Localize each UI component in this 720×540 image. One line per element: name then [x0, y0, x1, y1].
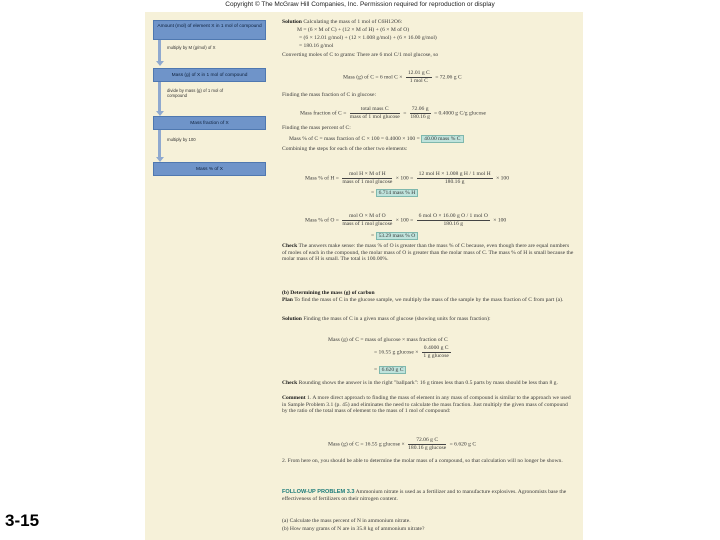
- part-b-title: (b) Determining the mass (g) of carbon: [282, 290, 375, 296]
- follow-up-title: FOLLOW-UP PROBLEM 3.3: [282, 489, 355, 495]
- result-mass-percent-o: 53.29 mass % O: [376, 232, 419, 240]
- fraction-mol-h: $\frac{\text{mol H × M of H}}{\text{mass of 1 mol glucose}}$: [342, 171, 393, 185]
- flow-step-2: divide by mass (g) of 1 mol of compound: [167, 88, 224, 99]
- flow-step-3: multiply by 100: [167, 137, 196, 142]
- check-paragraph-a: Check The answers make sense: the mass % of O is greater than the mass % of C because, even though there are equal numbers of moles of each in the compound, the molar mass of O is greater than the molar mass of C. The mass % of H is small because the molar mass of H is small. The total is 100.00%.: [282, 243, 574, 263]
- result-mass-percent-c: 40.00 mass % C: [421, 135, 463, 143]
- follow-up-part-b: (b) How many grams of N are in 35.8 kg of ammonium nitrate?: [282, 526, 425, 532]
- part-b-mass-result-line: = 6.620 g C: [374, 367, 406, 374]
- flow-arrow-2: [158, 82, 161, 112]
- mass-percent-h-equation: Mass % of H = $\frac{\text{mol H × M of H}}{\text{mass of 1 mol glucose}}$ × 100 = $\frac{\text{12 mol H × 1.008 g H / 1 mol H}}{180.16 g}$ × 100: [305, 171, 510, 185]
- comment-2: 2. From here on, you should be able to determine the molar mass of a compound, so that calculation will no longer be shown.: [282, 458, 563, 464]
- copyright-notice: Copyright © The McGraw Hill Companies, Inc. Permission required for reproduction or display: [225, 1, 495, 8]
- flow-box-percent: Mass % of X: [153, 162, 266, 176]
- slide-number: 3-15: [5, 511, 40, 530]
- molar-mass-result: = 180.16 g/mol: [299, 43, 334, 49]
- part-b-mass-equation: Mass (g) of C = mass of glucose × mass fraction of C: [328, 337, 448, 343]
- flow-box-amount: Amount (mol) of element X in 1 mol of compound: [153, 20, 266, 40]
- combining-steps-text: Combining the steps for each of the other two elements:: [282, 146, 408, 152]
- fraction-mass-fraction-c: $\frac{\text{0.4000 g C}}{\text{1 g glucose}}$: [423, 345, 449, 359]
- flow-box-fraction: Mass fraction of X: [153, 116, 266, 130]
- fraction-h-values: $\frac{\text{12 mol H × 1.008 g H / 1 mol H}}{180.16 g}$: [418, 171, 491, 185]
- mass-percent-c-equation: Mass % of C = mass fraction of C × 100 = 0.4000 × 100 = 40.00 mass % C: [289, 136, 464, 143]
- flow-step-1: multiply by M (g/mol) of X: [167, 45, 216, 50]
- fraction-direct-approach: $\frac{\text{72.06 g C}}{\text{180.16 g glucose}}$: [408, 437, 447, 451]
- converting-moles-text: Converting moles of C to grams: There are 6 mol C/1 mol glucose, so: [282, 52, 439, 58]
- follow-up-part-a: (a) Calculate the mass percent of N in ammonium nitrate.: [282, 518, 411, 524]
- flow-arrow-head-1: [156, 61, 164, 66]
- mass-fraction-equation: Mass fraction of C = $\frac{\text{total mass C}}{\text{mass of 1 mol glucose}}$ = $\frac{72.06 g}{180.16 g}$ = 0.4000 g C/g glucose: [300, 106, 487, 120]
- mass-percent-h-result-line: = 6.714 mass % H: [371, 190, 418, 197]
- part-b-check: Check Rounding shows the answer is in the right "ballpark": 16 g times less than 0.5 parts by mass should be less than 8 g.: [282, 380, 558, 386]
- fraction-total-mass: $\frac{\text{total mass C}}{\text{mass of 1 mol glucose}}$: [349, 106, 400, 120]
- finding-mass-percent-text: Finding the mass percent of C:: [282, 125, 351, 131]
- mass-percent-o-equation: Mass % of O = $\frac{\text{mol O × M of O}}{\text{mass of 1 mol glucose}}$ × 100 = $\frac{\text{6 mol O × 16.00 g O / 1 mol O}}{180.16 g}$ × 100: [305, 213, 507, 227]
- fraction-mol-o: $\frac{\text{mol O × M of O}}{\text{mass of 1 mol glucose}}$: [342, 213, 393, 227]
- molar-mass-formula: M = (6 × M of C) + (12 × M of H) + (6 × M of O): [297, 27, 410, 33]
- comment-1: Comment 1. A more direct approach to finding the mass of element in any mass of compound is similar to the approach we used in Sample Problem 3.1 (p. 45) and eliminates the need to calculate the mass fraction. Just multiply the given mass of compound by the ratio of the total mass of element to the mass of 1 mol of compound:: [282, 395, 571, 415]
- result-mass-percent-h: 6.714 mass % H: [376, 189, 419, 197]
- follow-up-problem: FOLLOW-UP PROBLEM 3.3 Ammonium nitrate is used as a fertilizer and to manufacture explosives. Agronomists base the effectiveness of fertilizers on their nitrogen content.: [282, 489, 567, 502]
- flow-arrow-3: [158, 130, 161, 158]
- mass-percent-o-result-line: = 53.29 mass % O: [371, 233, 418, 240]
- flow-box-mass: Mass (g) of X in 1 mol of compound: [153, 68, 266, 82]
- textbook-page: [145, 12, 583, 540]
- molar-mass-values: = (6 × 12.01 g/mol) + (12 × 1.008 g/mol) + (6 × 16.00 g/mol): [299, 35, 437, 41]
- result-mass-of-c: 6.620 g C: [379, 366, 407, 374]
- part-b-mass-values: = 16.55 g glucose × $\frac{\text{0.4000 g C}}{\text{1 g glucose}}$: [374, 345, 449, 359]
- comment-1-equation: Mass (g) of C = 16.55 g glucose × $\frac{\text{72.06 g C}}{\text{180.16 g glucose}}$ = 6.620 g C: [328, 437, 477, 451]
- part-b-plan: Plan To find the mass of C in the glucose sample, we multiply the mass of the sample by the mass fraction of C from part (a).: [282, 297, 564, 303]
- fraction-mass-values: $\frac{72.06 g}{180.16 g}$: [410, 106, 430, 120]
- flow-arrow-1: [158, 40, 161, 62]
- part-b-solution: Solution Finding the mass of C in a given mass of glucose (showing units for mass fraction):: [282, 316, 491, 322]
- fraction-o-values: $\frac{\text{6 mol O × 16.00 g O / 1 mol O}}{180.16 g}$: [418, 213, 488, 227]
- finding-mass-fraction-text: Finding the mass fraction of C in glucose:: [282, 92, 376, 98]
- mass-of-c-equation: Mass (g) of C = 6 mol C × $\frac{\text{12.01 g C}}{\text{1 mol C}}$ = 72.06 g C: [343, 70, 462, 84]
- solution-intro: Solution Calculating the mass of 1 mol of C6H12O6:: [282, 19, 403, 25]
- fraction-g-per-mol-c: $\frac{\text{12.01 g C}}{\text{1 mol C}}$: [407, 70, 430, 84]
